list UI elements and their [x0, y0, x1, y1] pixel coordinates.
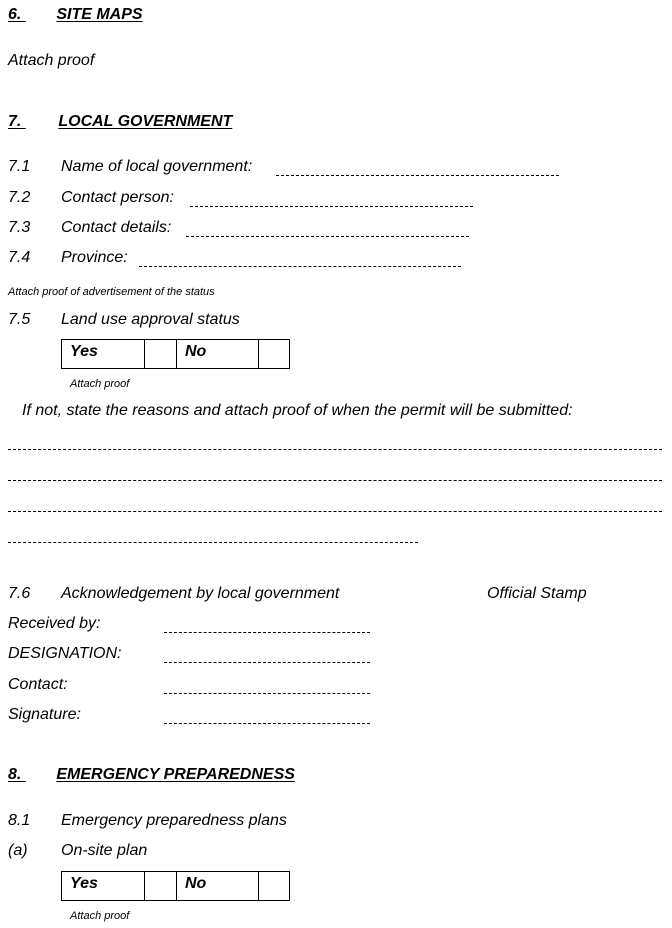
advertisement-note: Attach proof of advertisement of the status: [8, 286, 215, 298]
province-field[interactable]: [139, 266, 461, 267]
yes-label: Yes: [62, 872, 145, 901]
received-by-label: Received by:: [8, 615, 101, 632]
item-7-5-label: Land use approval status: [61, 311, 240, 328]
item-7-4-label: Province:: [61, 249, 128, 266]
reasons-line-1[interactable]: [8, 449, 662, 450]
official-stamp-label: Official Stamp: [487, 585, 587, 602]
item-7-1-label: Name of local government:: [61, 158, 253, 175]
item-7-3-label: Contact details:: [61, 219, 172, 236]
attach-proof-note: Attach proof: [70, 910, 130, 922]
item-7-2-label: Contact person:: [61, 189, 174, 206]
item-7-1-number: 7.1: [8, 158, 31, 175]
item-7-2-number: 7.2: [8, 189, 31, 206]
item-a-label: On-site plan: [61, 842, 148, 859]
yes-label: Yes: [62, 340, 145, 369]
item-7-4-number: 7.4: [8, 249, 31, 266]
signature-label: Signature:: [8, 706, 81, 723]
no-checkbox[interactable]: [259, 872, 290, 901]
reasons-line-2[interactable]: [8, 480, 662, 481]
contact-label: Contact:: [8, 676, 68, 693]
item-7-5-number: 7.5: [8, 311, 31, 328]
reasons-line-3[interactable]: [8, 511, 662, 512]
no-checkbox[interactable]: [259, 340, 290, 369]
received-by-field[interactable]: [164, 632, 370, 633]
contact-person-field[interactable]: [190, 206, 473, 207]
attach-proof-note: Attach proof: [70, 378, 130, 390]
item-a-number: (a): [8, 842, 28, 859]
section-number: 8.: [8, 766, 22, 783]
yes-checkbox[interactable]: [145, 872, 177, 901]
item-8-1-label: Emergency preparedness plans: [61, 812, 287, 829]
section-7-heading: [8, 113, 232, 131]
signature-field[interactable]: [164, 723, 370, 724]
no-label: No: [177, 872, 259, 901]
item-7-6-label: Acknowledgement by local government: [61, 585, 340, 602]
section-title: LOCAL GOVERNMENT: [58, 113, 233, 130]
section-title: SITE MAPS: [56, 6, 143, 23]
reasons-line-4[interactable]: [8, 542, 418, 543]
land-use-yes-no-table: [61, 339, 290, 369]
contact-field[interactable]: [164, 693, 370, 694]
reasons-instruction: If not, state the reasons and attach proof of when the permit will be submitted:: [22, 402, 573, 419]
contact-details-field[interactable]: [186, 236, 469, 237]
designation-label: DESIGNATION:: [8, 645, 122, 662]
yes-checkbox[interactable]: [145, 340, 177, 369]
section-number: 7.: [8, 113, 22, 130]
section-title: EMERGENCY PREPAREDNESS: [56, 766, 295, 783]
no-label: No: [177, 340, 259, 369]
item-7-6-number: 7.6: [8, 585, 31, 602]
item-8-1-number: 8.1: [8, 812, 31, 829]
onsite-plan-yes-no-table: [61, 871, 290, 901]
designation-field[interactable]: [164, 662, 370, 663]
section-8-heading: [8, 766, 295, 784]
attach-proof-site-maps: Attach proof: [8, 52, 95, 69]
item-7-3-number: 7.3: [8, 219, 31, 236]
local-government-name-field[interactable]: [276, 175, 559, 176]
section-6-heading: [8, 6, 143, 24]
section-number: 6.: [8, 6, 22, 23]
